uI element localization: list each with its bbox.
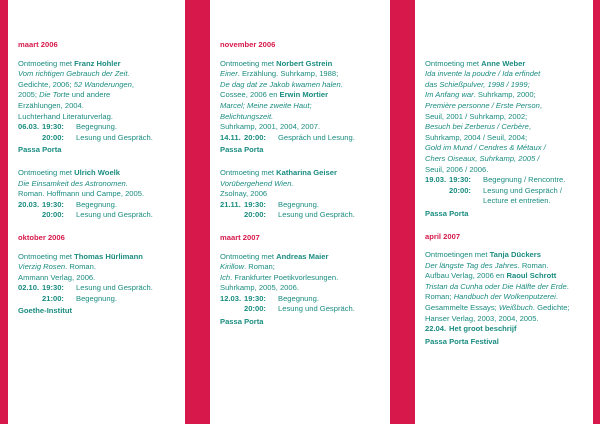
text-segment: Ontmoeting met [18, 58, 75, 68]
event-time: 20:00: [244, 132, 266, 142]
event-description-line [425, 314, 583, 325]
text-segment: Handbuch der Wolkenputzerei [453, 292, 556, 302]
event-description-line [18, 112, 175, 123]
text-segment: Gesammelte Essays; [425, 303, 499, 313]
text-segment: Roman; [425, 292, 454, 302]
text-segment: Ida invente la poudre / Ida erfindet [425, 69, 541, 79]
schedule-row [220, 210, 380, 221]
text-segment: Raoul Schrott [506, 271, 557, 281]
text-segment: Ontmoeting met [220, 58, 277, 68]
schedule-row [18, 122, 175, 133]
text-segment: Gold im Mund / Cendres & Métaux / [425, 143, 546, 153]
month-heading: november 2006 [220, 40, 276, 49]
event-description-line [425, 292, 583, 303]
event-date: 22.04. [425, 324, 447, 334]
event-description-line [425, 69, 583, 80]
event-time: 19:30: [244, 293, 266, 303]
event-activity: Gesprách und Lesung. [278, 132, 355, 142]
schedule-row [425, 324, 583, 335]
schedule-row [425, 186, 583, 207]
event-entry [18, 168, 175, 221]
event-description-line [220, 90, 380, 101]
text-segment: , [131, 79, 134, 89]
text-segment: Norbert Gstrein [276, 58, 333, 68]
event-description-line [220, 59, 380, 70]
event-date [220, 304, 244, 315]
text-segment: 2005; [18, 90, 40, 100]
event-description-line [18, 189, 175, 200]
text-segment: Aufbau Verlag, 2006 en [425, 271, 507, 281]
text-segment: Der längste Tag des Jahres [425, 260, 518, 270]
event-activity: Lesung und Gespräch. [76, 210, 153, 220]
event-description-line [425, 101, 583, 112]
event-time: 20:00: [42, 210, 64, 220]
text-segment: Roman. Hoffmann und Campe, 2005. [18, 189, 145, 199]
event-activity: Begegnung. [278, 293, 319, 303]
event-description-line [220, 112, 380, 123]
text-segment: Gedichte, 2006; [18, 79, 74, 89]
text-segment: Ontmoeting met [220, 251, 277, 261]
text-segment: De dag dat ze Jakob kwamen halen. [220, 79, 343, 89]
event-description-line [18, 101, 175, 112]
text-segment: Weißbuch [498, 303, 533, 313]
text-segment: Ontmoeting met [18, 251, 75, 261]
text-segment: Luchterhand Literaturverlag. [18, 111, 113, 121]
event-description-line [18, 262, 175, 273]
text-segment: Vom richtigen Gebrauch der Zeit. [18, 69, 130, 79]
text-segment: . Frankfurter Poetikvorlesungen. [230, 272, 339, 282]
event-description-line [425, 80, 583, 91]
event-description-line [18, 168, 175, 179]
text-segment: . Suhrkamp, 2000; [473, 90, 536, 100]
schedule-row [18, 210, 175, 221]
text-segment: Besuch bei Zerberus / Cerbère [425, 122, 529, 132]
event-activity: Begegnung. [278, 199, 319, 209]
text-segment: und andere [69, 90, 111, 100]
text-segment: Tanja Dückers [489, 250, 541, 260]
event-date [18, 294, 42, 305]
page-column-1 [8, 0, 185, 424]
event-entry [220, 59, 380, 156]
event-description-line [220, 168, 380, 179]
schedule-row [220, 200, 380, 211]
schedule-row [425, 175, 583, 186]
text-segment: Marcel; Meine zweite Haut; [220, 100, 312, 110]
text-segment: Seuil, 2006 / 2006. [425, 164, 489, 174]
schedule-row [220, 294, 380, 305]
event-activity: Lesung und Gespräch. [278, 304, 355, 314]
event-date [18, 210, 42, 221]
event-description-line [18, 90, 175, 101]
event-date: 14.11. [220, 132, 241, 142]
event-time: 21:00: [42, 293, 64, 303]
event-entry [425, 59, 583, 220]
month-heading: oktober 2006 [18, 232, 65, 242]
event-entry [18, 59, 175, 156]
event-description-line [220, 252, 380, 263]
text-segment: Seuil, 2001 / Suhrkamp, 2002; [425, 111, 528, 121]
text-segment: Kirillow [220, 262, 245, 272]
event-entry [220, 168, 380, 221]
event-description-line [425, 143, 583, 154]
event-description-line [425, 154, 583, 165]
text-segment: . [555, 292, 558, 302]
event-description-line [220, 101, 380, 112]
month-heading: maart 2006 [18, 40, 58, 49]
text-segment: Ammann Verlag, 2006. [18, 272, 96, 282]
event-description-line [220, 273, 380, 284]
page-column-3 [415, 0, 593, 424]
text-segment: das Schießpulver, 1998 / 1999; [425, 79, 530, 89]
text-segment: , [528, 122, 531, 132]
page-column-2 [210, 0, 390, 424]
month-heading: maart 2007 [220, 232, 260, 242]
text-segment: Suhrkamp, 2004 / Seuil, 2004; [425, 132, 528, 142]
event-description-line [220, 122, 380, 133]
event-description-line [220, 69, 380, 80]
event-description-line [220, 262, 380, 273]
event-description-line [18, 80, 175, 91]
text-segment: Zsolnay, 2006 [220, 189, 268, 199]
event-entry [18, 252, 175, 318]
event-entry [425, 250, 583, 347]
text-segment: Cossee, 2006 en [220, 90, 280, 100]
event-date [220, 210, 244, 221]
event-activity: Begegnung. [76, 199, 117, 209]
event-time: 20:00: [449, 185, 471, 195]
event-description-line [425, 282, 583, 293]
text-segment: Ulrich Woelk [74, 167, 120, 177]
text-segment: Hanser Verlag, 2003, 2004, 2005. [425, 313, 539, 323]
event-description-line [425, 165, 583, 176]
event-description-line [220, 189, 380, 200]
event-venue: Passa Porta [220, 317, 264, 327]
text-segment: Suhrkamp, 2005, 2006. [220, 283, 299, 293]
text-segment: . Roman. [517, 260, 549, 270]
event-venue: Passa Porta [18, 145, 62, 155]
event-date: 12.03. [220, 293, 242, 303]
text-segment: Anne Weber [481, 58, 526, 68]
event-time: 19:30: [244, 199, 266, 209]
event-entry [220, 252, 380, 328]
text-segment: Ontmoeting met [18, 167, 75, 177]
event-time: 20:00: [244, 304, 266, 314]
text-segment: Die Torte [39, 90, 70, 100]
text-segment: . Gedichte; [532, 303, 570, 313]
event-description-line [18, 252, 175, 263]
text-segment: . [566, 281, 569, 291]
event-venue: Goethe-Institut [18, 306, 72, 316]
text-segment: , [539, 100, 542, 110]
event-activity: Lesung und Gespräch. [278, 210, 355, 220]
event-activity: Begegnung / Rencontre. [483, 175, 566, 185]
text-segment: Vorübergehend Wien. [220, 178, 294, 188]
text-segment: Franz Hohler [74, 58, 121, 68]
text-segment: Première personne / Erste Person [425, 100, 540, 110]
text-segment: . Roman; [244, 262, 275, 272]
event-description-line [425, 122, 583, 133]
event-venue: Passa Porta Festival [425, 336, 499, 346]
schedule-row [18, 283, 175, 294]
schedule-row [220, 133, 380, 144]
event-description-line [18, 69, 175, 80]
event-description-line [220, 80, 380, 91]
text-segment: Katharina Geiser [276, 167, 337, 177]
event-date [18, 133, 42, 144]
text-segment: Erwin Mortier [279, 90, 329, 100]
text-segment: Vierzig Rosen [18, 262, 66, 272]
event-time: 20:00: [244, 210, 266, 220]
text-segment: Chers Oiseaux, Suhrkamp, 2005 / [425, 153, 540, 163]
event-time: 19:30: [42, 199, 64, 209]
text-segment: Suhrkamp, 2001, 2004, 2007. [220, 122, 321, 132]
event-venue: Passa Porta [425, 208, 469, 218]
event-title: Het groot beschrijf [449, 324, 517, 334]
event-activity: Begegnung. [76, 293, 117, 303]
month-heading [425, 40, 583, 51]
event-description-line [425, 261, 583, 272]
event-activity: Lesung und Gespräch. [76, 283, 153, 293]
event-activity: Begegnung. [76, 122, 117, 132]
event-description-line [425, 133, 583, 144]
text-segment: Ontmoeting met [220, 167, 277, 177]
event-time: 19:30: [42, 283, 64, 293]
event-description-line [425, 271, 583, 282]
text-segment: Einer [220, 69, 238, 79]
schedule-row [220, 304, 380, 315]
event-description-line [18, 59, 175, 70]
text-segment: . Erzählung. Suhrkamp, 1988; [237, 69, 339, 79]
event-description-line [425, 112, 583, 123]
event-date: 06.03. [18, 122, 40, 132]
event-description-line [425, 303, 583, 314]
event-description-line [220, 283, 380, 294]
text-segment: 52 Wanderungen [73, 79, 132, 89]
month-heading: april 2007 [425, 231, 461, 241]
text-segment: Die Einsamkeit des Astronomen. [18, 178, 128, 188]
event-date: 19.03. [425, 175, 447, 185]
text-segment: Belichtungszeit. [220, 111, 274, 121]
text-segment: Tristan da Cunha oder Die Hälfte der Erde [425, 281, 567, 291]
text-segment: Thomas Hürlimann [74, 251, 143, 261]
text-segment: Ontmoeting met [425, 58, 482, 68]
text-segment: Erzählungen, 2004. [18, 100, 84, 110]
event-time: 20:00: [42, 132, 64, 142]
event-date: 21.11. [220, 199, 241, 209]
event-description-line [425, 59, 583, 70]
event-description-line [425, 90, 583, 101]
text-segment: Andreas Maier [276, 251, 329, 261]
event-activity: Lesung und Gespräch / Lecture et entretien. [483, 185, 562, 206]
text-segment: Ontmoetingen met [425, 250, 490, 260]
event-date: 20.03. [18, 199, 40, 209]
event-description-line [18, 179, 175, 190]
event-date: 02.10. [18, 283, 40, 293]
event-activity: Lesung und Gespräch. [76, 132, 153, 142]
event-description-line [18, 273, 175, 284]
schedule-row [18, 133, 175, 144]
text-segment: Im Anfang war [425, 90, 474, 100]
event-description-line [425, 250, 583, 261]
event-time: 19:30: [449, 175, 471, 185]
event-description-line [220, 179, 380, 190]
event-date [425, 186, 449, 207]
text-segment: Ich [220, 272, 231, 282]
event-time: 19:30: [42, 122, 64, 132]
schedule-row [18, 200, 175, 211]
schedule-row [18, 294, 175, 305]
text-segment: . Roman. [65, 262, 96, 272]
event-venue: Passa Porta [220, 145, 264, 155]
